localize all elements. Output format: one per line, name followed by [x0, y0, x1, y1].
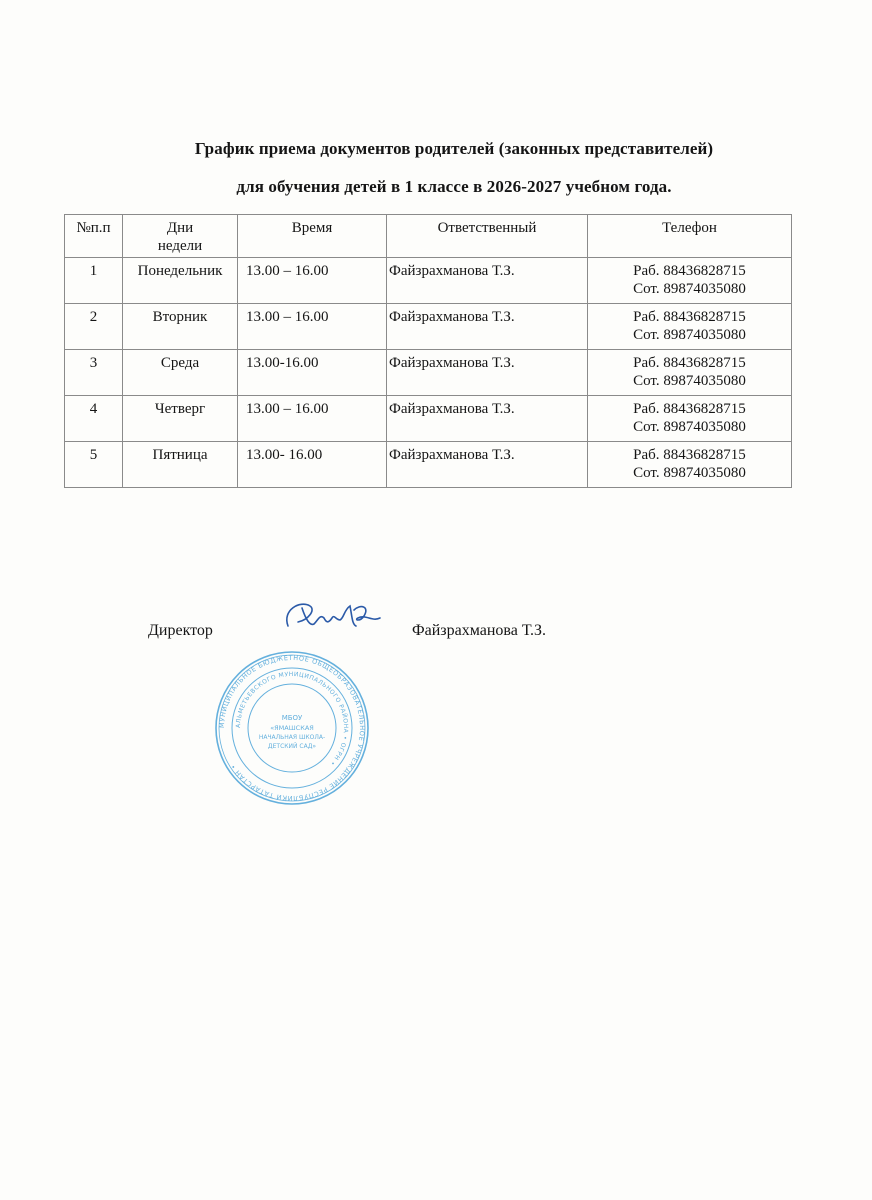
header-phone: Телефон: [588, 215, 792, 258]
row-phone: [588, 350, 792, 396]
phone-mobile: Сот. 89874035080: [633, 465, 746, 481]
document-title-line-2: для обучения детей в 1 классе в 2026-2027 учебном года.: [236, 177, 672, 196]
signer-position: Директор: [148, 622, 213, 639]
row-responsible: Файзрахманова Т.З.: [387, 258, 588, 304]
row-number: 2: [65, 304, 123, 350]
svg-text:АЛЬМЕТЬЕВСКОГО МУНИЦИПАЛЬНОГО: АЛЬМЕТЬЕВСКОГО МУНИЦИПАЛЬНОГО РАЙОНА • ОГРН •: [234, 670, 350, 767]
row-responsible: Файзрахманова Т.З.: [387, 396, 588, 442]
phone-work: Раб. 88436828715: [633, 309, 746, 325]
svg-text:«ЯМАШСКАЯ: «ЯМАШСКАЯ: [270, 724, 314, 732]
phone-mobile: Сот. 89874035080: [633, 419, 746, 435]
svg-text:МУНИЦИПАЛЬНОЕ БЮДЖЕТНОЕ ОБЩЕОБ: МУНИЦИПАЛЬНОЕ БЮДЖЕТНОЕ ОБЩЕОБРАЗОВАТЕЛЬНОЕ УЧРЕЖДЕНИЕ РЕСПУБЛИКИ ТАТАРСТАН •: [217, 653, 367, 803]
row-phone: [588, 396, 792, 442]
row-phone: [588, 258, 792, 304]
document-title-line-1: График приема документов родителей (законных представителей): [194, 139, 714, 158]
row-number: 1: [65, 258, 123, 304]
organization-stamp: [212, 648, 372, 808]
phone-work: Раб. 88436828715: [633, 401, 746, 417]
row-weekday: Среда: [123, 350, 238, 396]
row-responsible: Файзрахманова Т.З.: [387, 350, 588, 396]
row-weekday: Вторник: [123, 304, 238, 350]
row-phone: [588, 442, 792, 488]
table-row: [65, 258, 792, 304]
table-row: [65, 304, 792, 350]
phone-work: Раб. 88436828715: [633, 263, 746, 279]
table-row: [65, 396, 792, 442]
row-weekday: Понедельник: [123, 258, 238, 304]
row-number: 5: [65, 442, 123, 488]
schedule-table: [64, 214, 792, 488]
phone-work: Раб. 88436828715: [633, 355, 746, 371]
row-time: 13.00 – 16.00: [238, 304, 387, 350]
phone-mobile: Сот. 89874035080: [633, 281, 746, 297]
phone-work: Раб. 88436828715: [633, 447, 746, 463]
row-responsible: Файзрахманова Т.З.: [387, 442, 588, 488]
phone-mobile: Сот. 89874035080: [633, 327, 746, 343]
svg-text:НАЧАЛЬНАЯ ШКОЛА-: НАЧАЛЬНАЯ ШКОЛА-: [258, 734, 326, 741]
table-header-row: [65, 215, 792, 258]
row-number: 4: [65, 396, 123, 442]
header-time: Время: [238, 215, 387, 258]
signer-name: Файзрахманова Т.З.: [412, 622, 547, 639]
director-signature: [280, 596, 390, 640]
row-time: 13.00 – 16.00: [238, 258, 387, 304]
row-time: 13.00-16.00: [238, 350, 387, 396]
row-time: 13.00 – 16.00: [238, 396, 387, 442]
svg-text:МБОУ: МБОУ: [281, 714, 303, 722]
header-weekday: Дни недели: [123, 215, 238, 258]
phone-mobile: Сот. 89874035080: [633, 373, 746, 389]
row-responsible: Файзрахманова Т.З.: [387, 304, 588, 350]
row-number: 3: [65, 350, 123, 396]
row-weekday: Пятница: [123, 442, 238, 488]
table-row: [65, 442, 792, 488]
row-time: 13.00- 16.00: [238, 442, 387, 488]
header-number: №п.п: [65, 215, 123, 258]
row-phone: [588, 304, 792, 350]
row-weekday: Четверг: [123, 396, 238, 442]
table-row: [65, 350, 792, 396]
header-responsible: Ответственный: [387, 215, 588, 258]
svg-text:ДЕТСКИЙ САД»: ДЕТСКИЙ САД»: [267, 743, 317, 750]
